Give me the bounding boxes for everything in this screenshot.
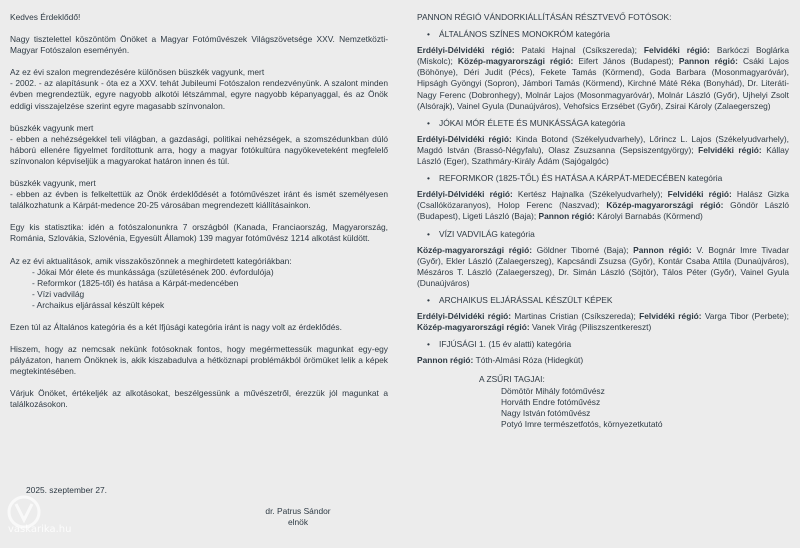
region-label: Közép-magyarországi régió: <box>417 322 532 333</box>
category-title-text: ÁLTALÁNOS SZÍNES MONOKRÓM kategória <box>439 29 610 40</box>
paragraph-topics-intro: Az ez évi aktualitások, amik visszaköszönnek a meghirdetett kategóriákban: <box>10 255 292 266</box>
watermark-logo-icon <box>2 492 88 544</box>
paragraph-general-category: Ezen túl az Általános kategória és a két Ifjúsági kategória iránt is nagy volt az érdeklődés. <box>10 321 342 332</box>
category-title-text: IFJÚSÁGI 1. (15 év alatti) kategória <box>439 339 572 350</box>
list-item: - Jókai Mór élete és munkássága (születésének 200. évfordulója) <box>32 266 274 277</box>
region-label: Felvidéki régió: <box>698 144 767 155</box>
category-list <box>417 29 789 366</box>
list-item: - Reformkor (1825-től) és hatása a Kárpát-medencében <box>32 277 239 288</box>
paragraph-belief: Hiszem, hogy az nemcsak nekünk fotósoknak fontos, hogy megérmettessük magunkat egy-egy pályázaton, hanem Önöknek is, akik kiszabadulva a hétköznapi problémákból örömüket lelik a képek megtekintésében. <box>10 344 388 377</box>
bullet-icon: • <box>427 173 430 184</box>
signature-block <box>248 506 348 528</box>
region-label: Felvidéki régió: <box>643 45 717 56</box>
paragraph-proud-intro: Az ez évi szalon megrendezésére különösen büszkék vagyunk, mert <box>10 67 265 78</box>
participant-names: V. Bognár Imre Tivadar (Győr), Ekler László (Zalaegerszeg), Kapcsándi Zsuzsa (Győr), Kontár Csaba Attila (Dunaújváros), Mészáros T. László (Zalaegerszeg), Dr. Simán László (Söjtör), Tálos Péter (Győr), Vainel Gyula (Dunaújváros) <box>417 244 789 288</box>
bullet-icon: • <box>427 117 430 128</box>
participants-heading: PANNON RÉGIÓ VÁNDORKIÁLLÍTÁSÁN RÉSZTVEVŐ FOTÓSOK: <box>417 12 672 22</box>
bullet-icon: • <box>427 339 430 350</box>
participant-names: Barkóczi Boglárka (Miskolc); <box>417 45 790 67</box>
participant-names: Halász Gizka (Csallóközaranyos), Holop Ferenc (Naszvad); <box>417 189 789 211</box>
participant-names: Csáki Lajos (Böhönye), Déri Judit (Pécs), Fekete Tamás (Körmend), Goda Barbara (Mosonmagyaróvár), Hipságh Gyöngyi (Sopron), Jámbori Tamás (Körmend), Kirchné Máté Réka (Bonyhád), Dr. Literáti-Nagy Ferenc (Dobronhegy), Molnár Lajos (Mosonmagyaróvár), Molnár László (Győr), Ujhelyi Zsolt (Alsórajk), Vainel Gyula (Dunaújváros), Vehofsics Erzsébet (Győr), Zsirai Károly (Zalaegerszeg) <box>417 56 789 111</box>
category-title-text: JÓKAI MÓR ÉLETE ÉS MUNKÁSSÁGA kategória <box>439 117 626 128</box>
participant-names: Varga Tibor (Perbete); <box>704 311 789 322</box>
category-title-text: VÍZI VADVILÁG kategória <box>439 228 535 239</box>
region-label: Közép-magyarországi régió: <box>417 244 537 255</box>
region-label: Pannon régió: <box>678 56 743 67</box>
category-title-text: REFORMKOR (1825-TŐL) ÉS HATÁSA A KÁRPÁT-MEDECÉBEN kategória <box>439 173 723 184</box>
region-label: Erdélyi-Délvidéki régió: <box>417 189 518 200</box>
bullet-icon: • <box>427 294 430 305</box>
region-label: Közép-magyarországi régió: <box>606 200 731 211</box>
participant-names: Vanek Virág (Piliszszentkereszt) <box>531 322 652 333</box>
category-participants <box>417 45 789 112</box>
participant-names: Kertész Hajnalka (Székelyudvarhely); <box>517 189 668 200</box>
region-label: Erdélyi-Délvidéki régió: <box>417 311 515 322</box>
region-label: Felvidéki régió: <box>639 311 705 322</box>
category-participants <box>417 245 789 289</box>
region-label: Erdélyi-Délvidéki régió: <box>417 133 516 144</box>
region-label: Közép-magyarországi régió: <box>457 56 579 67</box>
letter-column <box>10 12 388 411</box>
paragraph-statistics: Egy kis statisztika: idén a fotószalonunkra 7 országból (Kanada, Franciaország, Magyarország, Románia, Szlovákia, Szlovénia, Egyesült Államok) 139 magyar fotóművész 1214 alkotást küldött. <box>10 222 388 244</box>
participant-names: Eifert János (Budapest); <box>578 56 679 67</box>
watermark-text: vaskarika.hu <box>8 524 72 535</box>
paragraph-invitation: Várjuk Önöket, értékeljék az alkotásokat, beszélgessünk a művészetről, érezzük jól magunkat a találkozásokon. <box>10 388 388 410</box>
paragraph-jubilee: - 2002. - az alapításunk - óta ez a XXV. tehát Jubileumi Fotószalon rendezvényünk. A szalont minden évben megrendeztük, egyre nagyobb alkotói létszámmal, egyre nagyobb képanyaggal, és az Önök eddigi visszajelzése szerint egyre magasabb színvonalon. <box>10 78 388 111</box>
jury-heading: A ZSŰRI TAGJAI: <box>479 374 545 385</box>
bullet-icon: • <box>427 228 430 239</box>
category-participants <box>417 311 789 333</box>
participant-names: Tóth-Almási Róza (Hidegkút) <box>475 355 584 366</box>
paragraph-welcome: Nagy tisztelettel köszöntöm Önöket a Magyar Fotóművészek Világszövetsége XXV. Nemzetközti-Magyar Fotószalon eseményén. <box>10 34 388 56</box>
topics-list <box>10 267 388 311</box>
participants-column <box>417 12 789 430</box>
signature-title: elnök <box>287 517 309 527</box>
category-title-text: ARCHAIKUS ELJÁRÁSSAL KÉSZÜLT KÉPEK <box>439 294 613 305</box>
category-participants <box>417 134 789 167</box>
region-label: Pannon régió: <box>633 244 697 255</box>
region-label: Felvidéki régió: <box>667 189 737 200</box>
greeting: Kedves Érdeklődő! <box>10 12 81 22</box>
jury-member: Dömötör Mihály fotóművész <box>501 385 605 396</box>
participant-names: Martinas Cristian (Csíkszereda); <box>514 311 640 322</box>
category-title <box>417 173 789 184</box>
category-participants <box>417 355 789 366</box>
paragraph-proud-2: büszkék vagyunk mert <box>10 122 94 133</box>
participant-names: Göndör László (Budapest), Ligeti László (Baja); <box>417 200 789 222</box>
region-label: Pannon régió: <box>538 211 598 222</box>
paragraph-interest: - ebben az évben is felkeltettük az Önök érdeklődését a fotóművészet iránt és ismét személyesen találkozhatunk a Kárpát-medence 20-25 városában megrendezett kiállításainkon. <box>10 189 388 211</box>
category-participants <box>417 189 789 222</box>
region-label: Pannon régió: <box>417 355 476 366</box>
category-title <box>417 29 789 40</box>
participant-names: Károlyi Barnabás (Körmend) <box>597 211 703 222</box>
jury-list <box>417 386 789 430</box>
region-label: Erdélyi-Délvidéki régió: <box>417 45 522 56</box>
category-title <box>417 295 789 306</box>
category-title <box>417 118 789 129</box>
participant-names: Kinda Botond (Székelyudvarhely), Lőrincz L. Lajos (Székelyudvarhely), Magdó István (Brassó-Négyfalu), Olasz Zsuzsanna (Sepsiszentgyörgy); <box>417 133 789 155</box>
signature-name: dr. Patrus Sándor <box>265 506 331 516</box>
bullet-icon: • <box>427 29 430 40</box>
letter-date: 2025. szeptember 27. <box>26 485 108 495</box>
list-item: - Archaikus eljárással készült képek <box>32 299 165 310</box>
paragraph-difficulties: - ebben a nehézségekkel teli világban, a gazdasági, politikai nehézségek, a szomszédunkban dúló háború ellenére figyelmet fordítottunk arra, hogy a magyar fotókultúra nagyökeveteként megfelelő színvonalon képviseljük a magyarokat határon innen és túl. <box>10 133 388 166</box>
participant-names: Kállay László (Eger), Szathmáry-Király Ádám (Sajógalgóc) <box>417 144 789 167</box>
list-item: - Vízi vadvilág <box>32 288 85 299</box>
paragraph-proud-3: büszkék vagyunk, mert <box>10 178 96 189</box>
category-title <box>417 339 789 350</box>
jury-member: Nagy István fotóművész <box>501 407 591 418</box>
participant-names: Göldner Tiborné (Baja); <box>536 244 634 255</box>
jury-member: Potyó Imre természetfotós, környezetkutató <box>501 418 663 429</box>
jury-member: Horváth Endre fotóművész <box>501 396 601 407</box>
category-title <box>417 229 789 240</box>
participant-names: Pataki Hajnal (Csíkszereda); <box>521 45 644 56</box>
